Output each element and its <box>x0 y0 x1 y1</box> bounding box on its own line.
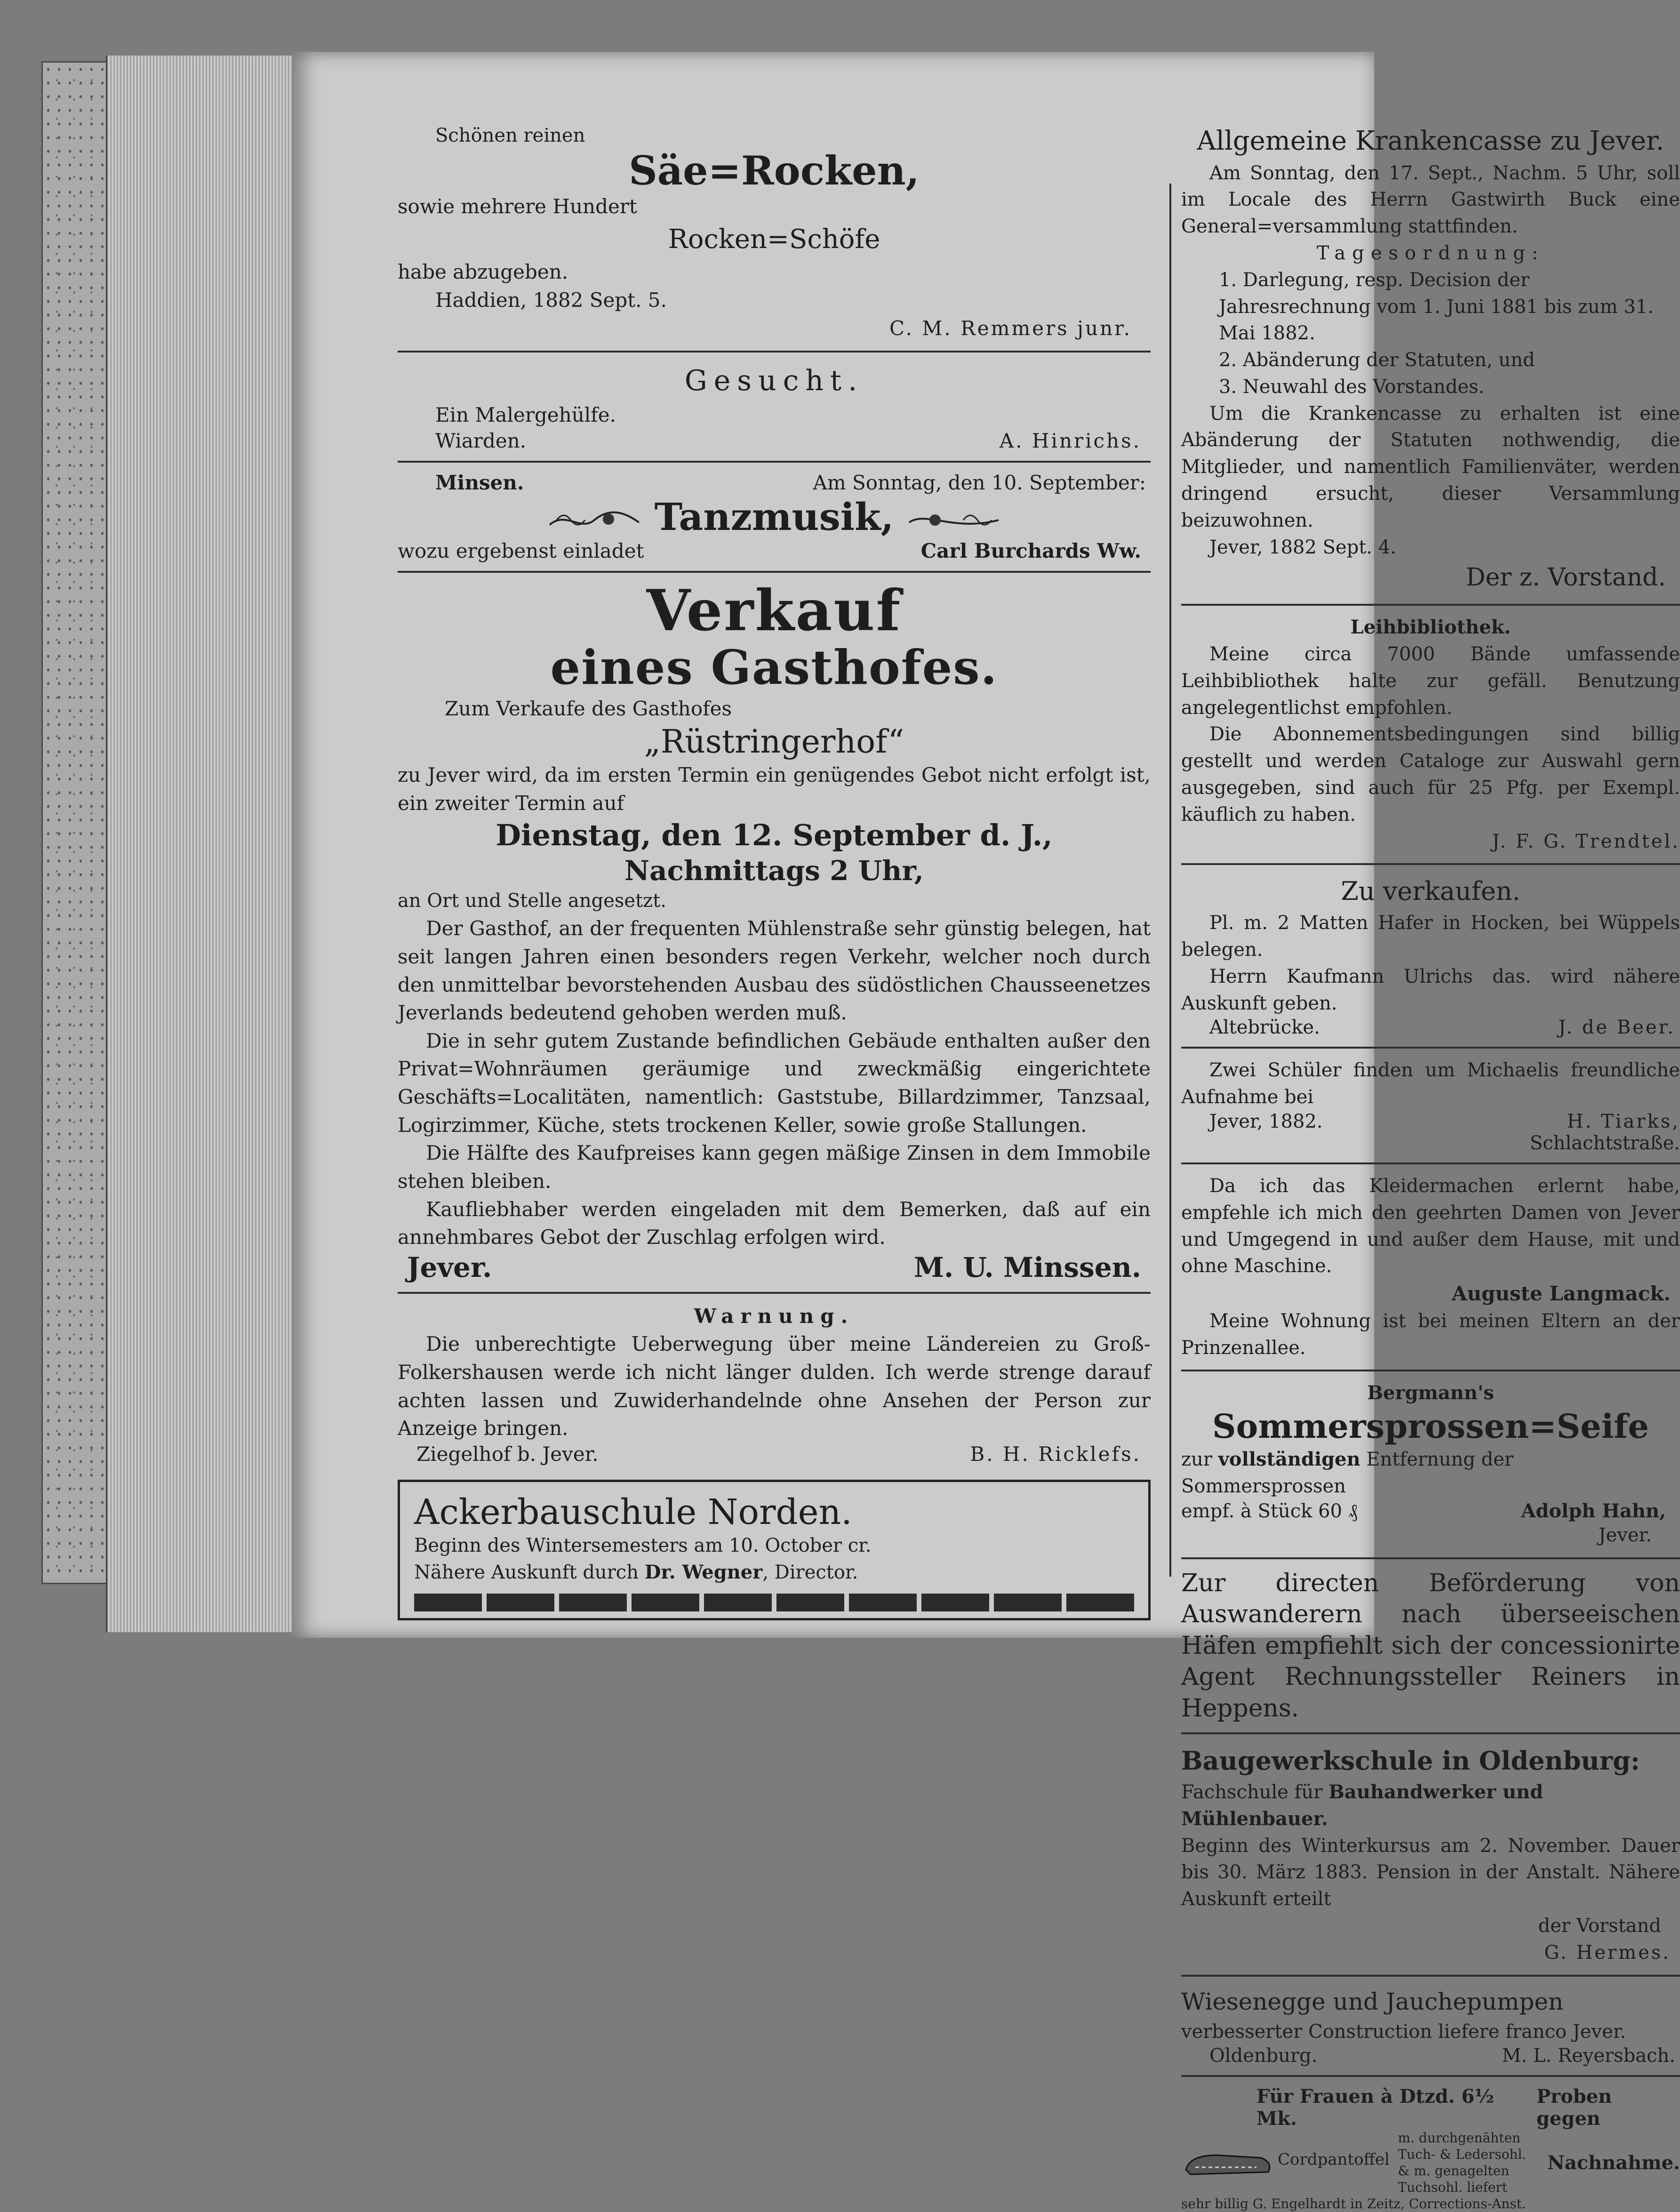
flourish-ornament-icon <box>907 506 1001 534</box>
ad-line <box>414 1559 1134 1586</box>
ad-text: verbesserter Construction liefere franco Jever. <box>1181 2020 1626 2043</box>
ad-text: Für Frauen à Dtzd. 6½ Mk. <box>1256 2085 1495 2130</box>
ad-paragraph: Die Abonnementsbedingungen sind billig gestellt und werden Cataloge zur Auswahl gern ausgegeben, sind auch für 25 Pfg. per Exempl. käuflich zu haben. <box>1181 723 1680 825</box>
divider <box>1181 863 1680 865</box>
ad-title: Allgemeine Krankencasse zu Jever. <box>1197 126 1664 156</box>
ad-zu-verkaufen <box>1181 874 1680 1038</box>
divider <box>1181 2075 1680 2077</box>
divider <box>398 1292 1151 1294</box>
ad-director: Dr. Wegner <box>644 1561 763 1583</box>
ad-place: Jever, 1882. <box>1209 1110 1323 1132</box>
ad-title: Gesucht. <box>684 364 864 398</box>
ad-text: & m. genagelten Tuchsohl. liefert <box>1398 2163 1510 2196</box>
divider <box>1181 1162 1680 1164</box>
ad-tanzmusik <box>398 471 1151 562</box>
ad-baugewerkschule <box>1181 1743 1680 1966</box>
ad-title: Verkauf <box>646 577 902 644</box>
ad-cordpantoffel <box>1181 2085 1680 2212</box>
ad-ackerbauschule <box>398 1480 1151 1620</box>
ad-title: eines Gasthofes. <box>550 640 998 696</box>
newspaper-page <box>292 52 1680 2212</box>
ad-price: empf. à Stück 60 ₰ <box>1181 1500 1358 1522</box>
ad-schueler <box>1181 1057 1680 1154</box>
ad-maker: sehr billig G. Engelhardt in Zeitz, Corrections-Anst. <box>1181 2196 1526 2212</box>
ad-dateline: Haddien, 1882 Sept. 5. <box>435 288 667 312</box>
ad-paragraph: Am Sonntag, den 17. Sept., Nachm. 5 Uhr, soll im Locale des Herrn Gastwirth Buck eine General=versammlung stattfinden. <box>1181 162 1680 238</box>
ad-time: Nachmittags 2 Uhr, <box>624 854 924 887</box>
agenda-item: 3. Neuwahl des Vorstandes. <box>1219 376 1485 398</box>
ad-date: Am Sonntag, den 10. September: <box>813 471 1146 495</box>
ad-role: der Vorstand <box>1538 1915 1661 1937</box>
ad-product: Cordpantoffel <box>1278 2150 1390 2169</box>
ad-paragraph: Zur directen Beförderung von Auswanderern nach überseeischen Häfen empfiehlt sich der concessionirte Agent Rechnungssteller Reiners in Heppens. <box>1181 1569 1680 1723</box>
decorative-border <box>414 1594 1134 1611</box>
ad-paragraph: Kaufliebhaber werden eingeladen mit dem Bemerken, daß auf ein annehmbares Gebot der Zuschlag erfolgen wird. <box>398 1197 1151 1249</box>
ad-paragraph: Um die Krankencasse zu erhalten ist eine Abänderung der Statuten nothwendig, die Mitglieder, und namentlich Familienväter, werden dringend ersucht, dieser Versammlung beizuwohnen. <box>1181 402 1680 531</box>
divider <box>398 461 1151 463</box>
ad-title: Ackerbauschule Norden. <box>414 1491 852 1532</box>
ad-wiesenegge <box>1181 1985 1680 2067</box>
divider <box>1181 1557 1680 1559</box>
ad-title: Zu verkaufen. <box>1341 876 1520 906</box>
ad-signature: Adolph Hahn, <box>1521 1499 1666 1522</box>
divider <box>398 351 1151 353</box>
ad-warnung <box>398 1302 1151 1466</box>
ad-place: Jever. <box>407 1251 492 1283</box>
ad-text: Tuch- & Ledersohl. <box>1398 2147 1527 2163</box>
ad-date: Dienstag, den 12. September d. J., <box>496 818 1053 853</box>
ad-paragraph: Der Gasthof, an der frequenten Mühlenstraße sehr günstig belegen, hat seit langen Jahren einen besonders regen Verkehr, welcher noch durch den unmittelbar bevorstehenden Ausbau des südöstlichen Chausseenetzes Jeverlands bedeutend gehoben werden muß. <box>398 917 1151 1025</box>
ad-saerocken <box>398 122 1151 342</box>
ad-place: Oldenburg. <box>1209 2045 1318 2067</box>
ad-signature: M. U. Minssen. <box>913 1251 1141 1283</box>
ad-text: Fachschule für <box>1181 1781 1329 1803</box>
ad-headline: Säe=Rocken, <box>629 147 920 194</box>
ad-auswanderer <box>1181 1568 1680 1724</box>
ad-line: sowie mehrere Hundert <box>398 195 637 218</box>
ad-line: Zum Verkaufe des Gasthofes <box>445 697 732 721</box>
ad-text: vollständigen <box>1218 1448 1360 1471</box>
ad-line: wozu ergebenst einladet <box>398 539 644 563</box>
ad-signature: J. F. G. Trendtel. <box>1492 830 1680 852</box>
ad-signature: Carl Burchards Ww. <box>920 539 1141 563</box>
ad-dateline: Jever, 1882 Sept. 4. <box>1209 536 1396 558</box>
ad-paragraph: zu Jever wird, da im ersten Termin ein genügendes Gebot nicht erfolgt ist, ein zweiter Termin auf <box>398 763 1151 815</box>
ad-paragraph: Herrn Kaufmann Ulrichs das. wird nähere Auskunft geben. <box>1181 965 1680 1014</box>
ad-text: Entfernung der Sommersprossen <box>1181 1449 1514 1497</box>
divider <box>1181 1732 1680 1734</box>
ad-subhead: Rocken=Schöfe <box>668 224 880 255</box>
ad-signature: M. L. Reyersbach. <box>1502 2045 1675 2067</box>
ad-paragraph: Die Hälfte des Kaufpreises kann gegen mäßige Zinsen in dem Immobile stehen bleiben. <box>398 1141 1151 1193</box>
divider <box>1181 604 1680 606</box>
agenda-item: 2. Abänderung der Statuten, und <box>1219 349 1535 371</box>
ad-signature: C. M. Remmers junr. <box>889 316 1132 340</box>
ad-gesucht <box>398 361 1151 452</box>
ad-paragraph: Meine circa 7000 Bände umfassende Leihbibliothek halte zur gefäll. Benutzung angelegentlichst empfohlen. <box>1181 643 1680 719</box>
ad-paragraph: Meine Wohnung ist bei meinen Eltern an der Prinzenallee. <box>1181 1310 1680 1359</box>
ad-signature: B. H. Ricklefs. <box>970 1442 1141 1466</box>
ad-verkauf-gasthof <box>398 577 1151 1283</box>
ad-name: „Rüstringerhof“ <box>644 723 904 761</box>
ad-krankencasse <box>1181 122 1680 595</box>
ad-place: Jever. <box>1598 1524 1652 1546</box>
ad-place: Wiarden. <box>435 429 527 453</box>
ad-place: Ziegelhof b. Jever. <box>416 1442 599 1466</box>
ad-text: Bauhandwerker und Mühlenbauer. <box>1181 1780 1544 1830</box>
ad-paragraph: Zwei Schüler finden um Michaelis freundliche Aufnahme bei <box>1181 1059 1680 1108</box>
ad-kleidermachen <box>1181 1173 1680 1361</box>
ad-title: Wiesenegge und Jauchepumpen <box>1181 1988 1564 2015</box>
agenda-item: 1. Darlegung, resp. Decision der Jahresrechnung vom 1. Juni 1881 bis zum 31. Mai 1882. <box>1219 269 1654 345</box>
ad-headline: Tanzmusik, <box>654 495 894 539</box>
ad-line: Beginn des Wintersemesters am 10. October cr. <box>414 1535 872 1556</box>
ad-signature: Der z. Vorstand. <box>1465 563 1666 592</box>
ad-sommersprossen-seife <box>1181 1380 1680 1548</box>
right-column <box>1181 122 1680 2212</box>
ad-street: Schlachtstraße. <box>1529 1132 1680 1154</box>
ad-text: , Director. <box>762 1561 858 1583</box>
divider <box>1181 1047 1680 1049</box>
ad-text: Nähere Auskunft durch <box>414 1561 645 1583</box>
ad-text: Proben gegen <box>1536 2085 1612 2130</box>
divider <box>398 571 1151 573</box>
ad-title: Warnung. <box>694 1304 855 1328</box>
ad-signature: J. de Beer. <box>1558 1017 1675 1039</box>
column-divider <box>1169 184 1171 1577</box>
divider <box>1181 1370 1680 1371</box>
ad-line: habe abzugeben. <box>398 260 568 284</box>
ad-paragraph: Die unberechtigte Ueberwegung über meine Ländereien zu Groß-Folkershausen werde ich nicht länger dulden. Ich werde strenge darauf achten lassen und Zuwiderhandelnde ohne Ansehen der Person zur Anzeige bringen. <box>398 1332 1151 1440</box>
ad-signature: G. Hermes. <box>1544 1941 1671 1964</box>
ad-line: an Ort und Stelle angesetzt. <box>398 890 667 912</box>
ad-signature: Auguste Langmack. <box>1451 1282 1671 1306</box>
ad-maker: Bergmann's <box>1367 1382 1494 1404</box>
ad-line: Schönen reinen <box>435 125 585 146</box>
ad-place: Minsen. <box>435 471 524 495</box>
ad-text: Nachnahme. <box>1547 2151 1680 2174</box>
ad-signature: H. Tiarks, <box>1567 1110 1680 1132</box>
divider <box>1181 1975 1680 1977</box>
ad-title: Sommersprossen=Seife <box>1212 1407 1649 1446</box>
ad-place: Altebrücke. <box>1209 1017 1320 1039</box>
ad-paragraph: Pl. m. 2 Matten Hafer in Hocken, bei Wüppels belegen. <box>1181 912 1680 961</box>
ad-subtitle: Tagesordnung: <box>1316 242 1545 264</box>
ad-signature: A. Hinrichs. <box>999 429 1141 453</box>
ad-paragraph: Die in sehr gutem Zustande befindlichen Gebäude enthalten außer den Privat=Wohnräumen geräumige und zweckmäßig eingerichtete Geschäfts=Localitäten, namentlich: Gaststube, Billardzimmer, Tanzsaal, Logirzimmer, Küche, stets trockenen Keller, sowie große Stallungen. <box>398 1029 1151 1137</box>
ad-text: m. durchgenähten <box>1398 2130 1521 2146</box>
flourish-ornament-icon <box>547 506 641 534</box>
ad-leihbibliothek <box>1181 614 1680 855</box>
left-column <box>398 122 1151 1620</box>
ad-title: Baugewerkschule in Oldenburg: <box>1181 1746 1640 1776</box>
ad-title: Leihbibliothek. <box>1350 616 1511 639</box>
ad-text: zur <box>1181 1449 1218 1471</box>
ad-text: Ein Malergehülfe. <box>435 403 616 427</box>
ad-paragraph: Beginn des Winterkursus am 2. November. Dauer bis 30. März 1883. Pension in der Anstalt. Nähere Auskunft erteilt <box>1181 1835 1680 1910</box>
ad-paragraph: Da ich das Kleidermachen erlernt habe, empfehle ich mich den geehrten Damen von Jever und Umgegend in und außer dem Hause, mit und ohne Maschine. <box>1181 1175 1680 1277</box>
slipper-icon <box>1181 2146 1275 2179</box>
